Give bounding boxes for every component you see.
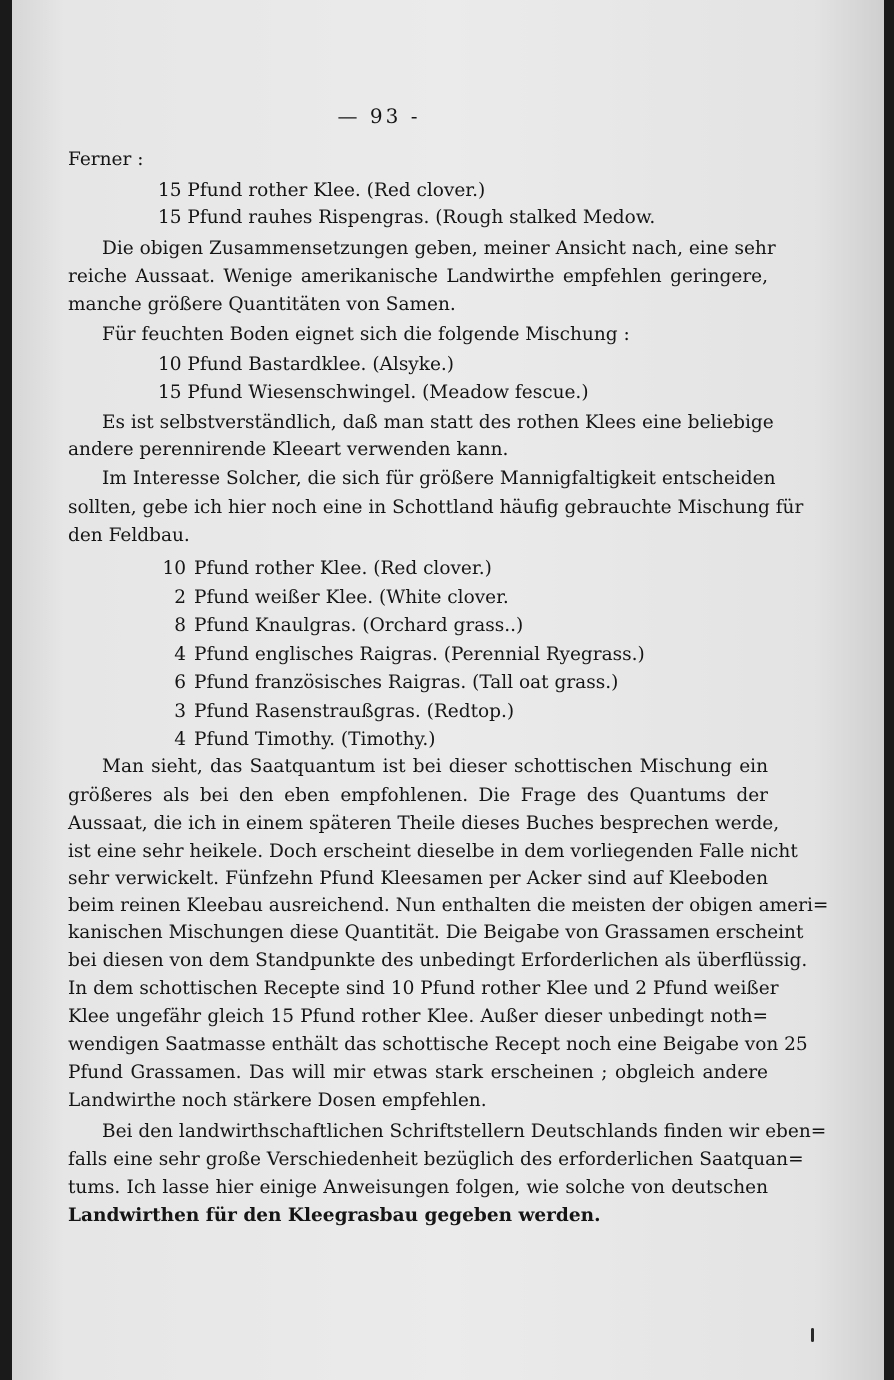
paragraph-line: Landwirthen für den Kleegrasbau gegeben werden. [68, 1205, 601, 1226]
mixture-quantity: 6 [174, 672, 186, 693]
paragraph-line: andere perennirende Kleeart verwenden kann. [68, 439, 509, 460]
mixture-text: Pfund französisches Raigras. (Tall oat grass.) [194, 672, 619, 693]
paragraph-line: Aussaat, die ich in einem späteren Theile dieses Buches besprechen werde, [68, 813, 780, 834]
mixture-item [158, 585, 509, 611]
mixture-item [158, 556, 492, 582]
mixture-item [158, 642, 645, 668]
paragraph-line: tums. Ich lasse hier einige Anweisungen folgen, wie solche von deutschen [68, 1177, 768, 1198]
mixture-quantity: 3 [174, 701, 186, 722]
mixture-quantity: 4 [174, 644, 186, 665]
book-page [12, 0, 884, 1380]
paragraph-line: falls eine sehr große Verschiedenheit bezüglich des erforderlichen Saatquan= [68, 1149, 804, 1170]
mixture-quantity: 10 [162, 558, 186, 579]
paragraph-line: reiche Aussaat. Wenige amerikanische Landwirthe empfehlen geringere, [68, 266, 768, 287]
mixture-item [158, 727, 436, 753]
mixture-item [158, 613, 523, 639]
paragraph-line: Es ist selbstverständlich, daß man statt des rothen Klees eine beliebige [102, 412, 774, 433]
mixture-item [158, 670, 618, 696]
mixture-text: Pfund Rasenstraußgras. (Redtop.) [194, 701, 515, 722]
mixture-text: Pfund Knaulgras. (Orchard grass..) [194, 615, 524, 636]
paragraph-line: In dem schottischen Recepte sind 10 Pfund rother Klee und 2 Pfund weißer [68, 978, 779, 999]
mixture-quantity: 4 [174, 729, 186, 750]
paragraph-line: Pfund Grassamen. Das will mir etwas stark erscheinen ; obgleich andere [68, 1062, 768, 1083]
paragraph-line: Im Interesse Solcher, die sich für größere Mannigfaltigkeit entscheiden [102, 468, 776, 489]
mixture-item [158, 699, 514, 725]
text-line: 15 Pfund Wiesenschwingel. (Meadow fescue.) [158, 382, 589, 403]
paragraph-line: manche größere Quantitäten von Samen. [68, 294, 456, 315]
paragraph-line: Bei den landwirthschaftlichen Schriftstellern Deutschlands finden wir eben= [102, 1121, 827, 1142]
page-number: — 93 - [337, 104, 421, 128]
mixture-text: Pfund weißer Klee. (White clover. [194, 587, 509, 608]
paragraph-line: sehr verwickelt. Fünfzehn Pfund Kleesamen per Acker sind auf Kleeboden [68, 868, 768, 889]
paragraph-line: beim reinen Kleebau ausreichend. Nun enthalten die meisten der obigen ameri= [68, 895, 829, 916]
text-line: 15 Pfund rauhes Rispengras. (Rough stalked Medow. [158, 207, 656, 228]
mixture-quantity: 2 [174, 587, 186, 608]
paragraph-line: Landwirthe noch stärkere Dosen empfehlen. [68, 1090, 487, 1111]
ink-mark [811, 1328, 814, 1342]
paragraph-line: ist eine sehr heikele. Doch erscheint dieselbe in dem vorliegenden Falle nicht [68, 841, 798, 862]
paragraph-line: Die obigen Zusammensetzungen geben, meiner Ansicht nach, eine sehr [102, 238, 776, 259]
paragraph-line: Klee ungefähr gleich 15 Pfund rother Klee. Außer dieser unbedingt noth= [68, 1006, 768, 1027]
paragraph-line: Man sieht, das Saatquantum ist bei dieser schottischen Mischung ein [102, 756, 768, 777]
mixture-text: Pfund Timothy. (Timothy.) [194, 729, 436, 750]
paragraph-line: wendigen Saatmasse enthält das schottische Recept noch eine Beigabe von 25 [68, 1034, 808, 1055]
paragraph-line: kanischen Mischungen diese Quantität. Die Beigabe von Grassamen erscheint [68, 922, 804, 943]
text-line: Ferner : [68, 149, 144, 170]
mixture-text: Pfund rother Klee. (Red clover.) [194, 558, 492, 579]
text-line: 15 Pfund rother Klee. (Red clover.) [158, 180, 486, 201]
paragraph-line: Für feuchten Boden eignet sich die folgende Mischung : [102, 324, 630, 345]
paragraph-line: sollten, gebe ich hier noch eine in Schottland häufig gebrauchte Mischung für [68, 497, 804, 518]
paragraph-line: größeres als bei den eben empfohlenen. Die Frage des Quantums der [68, 785, 768, 806]
text-line: 10 Pfund Bastardklee. (Alsyke.) [158, 354, 455, 375]
mixture-quantity: 8 [174, 615, 186, 636]
mixture-text: Pfund englisches Raigras. (Perennial Ryegrass.) [194, 644, 645, 665]
paragraph-line: bei diesen von dem Standpunkte des unbedingt Erforderlichen als überflüssig. [68, 950, 808, 971]
paragraph-line: den Feldbau. [68, 525, 190, 546]
